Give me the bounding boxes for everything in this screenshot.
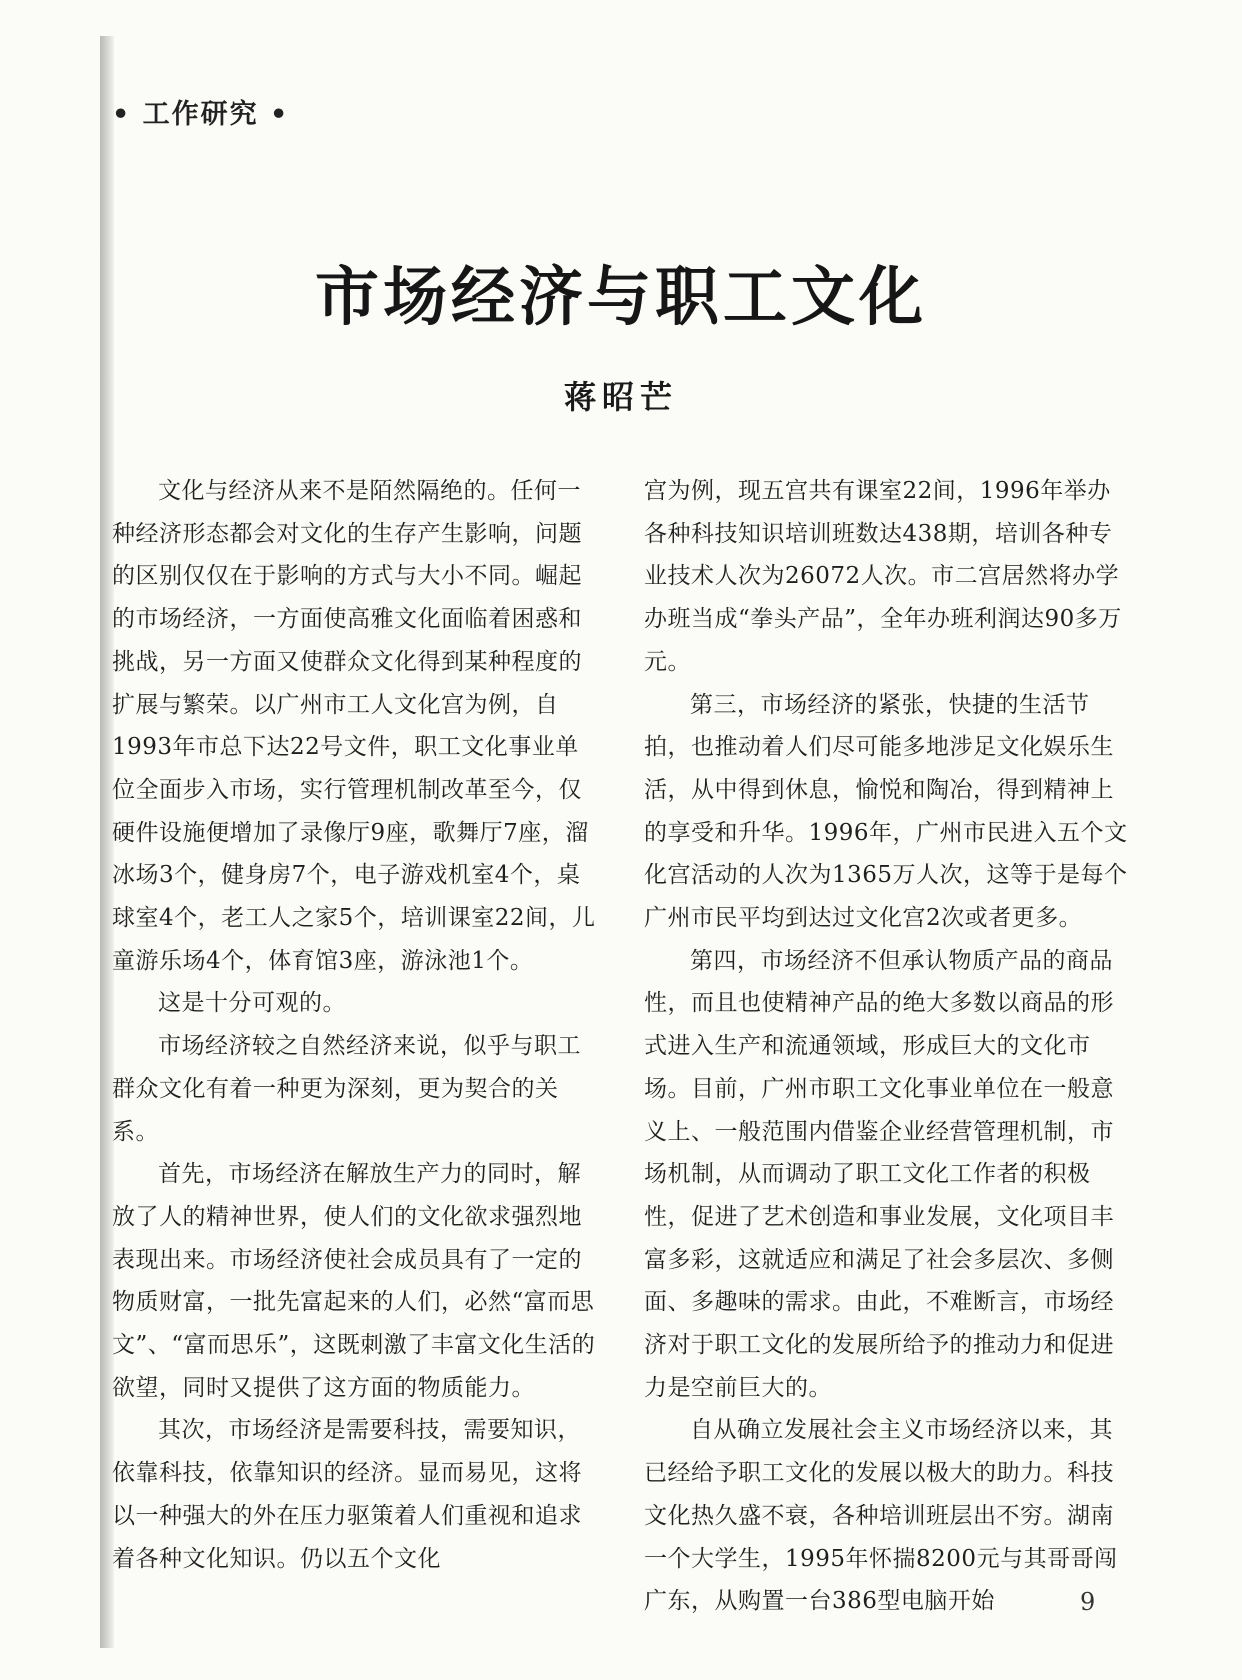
paragraph: 文化与经济从来不是陌然隔绝的。任何一种经济形态都会对文化的生存产生影响，问题的区别仅仅在于影响的方式与大小不同。崛起的市场经济，一方面使高雅文化面临着困惑和挑战，另一方面又使群众文化得到某种程度的扩展与繁荣。以广州市工人文化宫为例，自1993年市总下达22号文件，职工文化事业单位全面步入市场，实行管理机制改革至今，仅硬件设施便增加了录像厅9座，歌舞厅7座，溜冰场3个，健身房7个，电子游戏机室4个，桌球室4个，老工人之家5个，培训课室22间，儿童游乐场4个，体育馆3座，游泳池1个。 xyxy=(112,478,596,974)
section-label: • 工作研究 • xyxy=(112,99,290,130)
article-author: 蒋昭芒 xyxy=(563,378,678,416)
right-column xyxy=(644,470,1132,1623)
left-column xyxy=(112,470,602,1580)
paragraph: 市场经济较之自然经济来说，似乎与职工群众文化有着一种更为深刻，更为契合的关系。 xyxy=(112,1033,581,1145)
paragraph: 其次，市场经济是需要科技，需要知识，依靠科技，依靠知识的经济。显而易见，这将以一种强大的外在压力驱策着人们重视和追求着各种文化知识。仍以五个文化 xyxy=(112,1417,582,1572)
paragraph: 第三，市场经济的紧张，快捷的生活节拍，也推动着人们尽可能多地涉足文化娱乐生活，从中得到休息，愉悦和陶冶，得到精神上的享受和升华。1996年，广州市民进入五个文化宫活动的人次为1365万人次，这等于是每个广州市民平均到达过文化宫2次或者更多。 xyxy=(644,691,1128,932)
page-number: 9 xyxy=(1080,1588,1096,1616)
paragraph: 这是十分可观的。 xyxy=(158,990,346,1017)
paragraph: 首先，市场经济在解放生产力的同时，解放了人的精神世界，使人们的文化欲求强烈地表现出来。市场经济使社会成员具有了一定的物质财富，一批先富起来的人们，必然“富而思文”、“富而思乐”，这既刺激了丰富文化生活的欲望，同时又提供了这方面的物质能力。 xyxy=(112,1161,596,1401)
article-title: 市场经济与职工文化 xyxy=(315,260,927,335)
paragraph: 自从确立发展社会主义市场经济以来，其已经给予职工文化的发展以极大的助力。科技文化热久盛不衰，各种培训班层出不穷。湖南一个大学生，1995年怀揣8200元与其哥哥闯广东，从购置一台386型电脑开始 xyxy=(644,1417,1118,1615)
paragraph: 宫为例，现五宫共有课室22间，1996年举办各种科技知识培训班数达438期，培训各种专业技术人次为26072人次。市二宫居然将办学办班当成“拳头产品”，全年办班利润达90多万元。 xyxy=(644,478,1122,675)
paragraph: 第四，市场经济不但承认物质产品的商品性，而且也使精神产品的绝大多数以商品的形式进入生产和流通领域，形成巨大的文化市场。目前，广州市职工文化事业单位在一般意义上、一般范围内借鉴企业经营管理机制，市场机制，从而调动了职工文化工作者的积极性，促进了艺术创造和事业发展，文化项目丰富多彩，这就适应和满足了社会多层次、多侧面、多趣味的需求。由此，不难断言，市场经济对于职工文化的发展所给予的推动力和促进力是空前巨大的。 xyxy=(644,947,1114,1401)
